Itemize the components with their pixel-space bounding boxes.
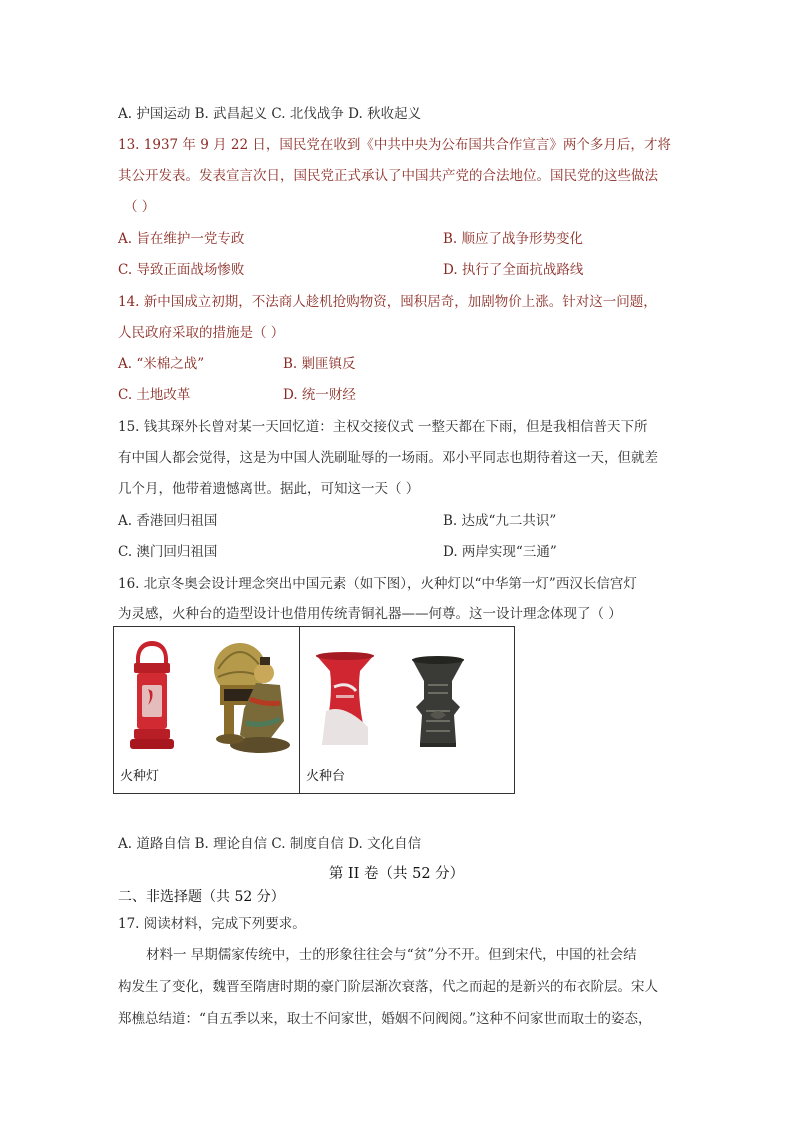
q15-option-c: C. 澳门回归祖国 [118,544,218,560]
flame-lamp-image [122,637,182,757]
q15-stem-line1: 15. 钱其琛外长曾对某一天回忆道：主权交接仪式 一整天都在下雨，但是我相信普天下所 [118,419,648,435]
q13-blank: （ ） [124,199,156,215]
q15-option-b: B. 达成“九二共识” [443,513,557,529]
q14-stem-line1: 14. 新中国成立初期，不法商人趁机抢购物资，囤积居奇，加剧物价上涨。针对这一问题， [118,294,657,310]
q17-material1-line1: 材料一 早期儒家传统中，士的形象往往会与“贫”分不开。但到宋代，中国的社会结 [146,947,637,963]
q14-option-d: D. 统一财经 [283,387,356,403]
q16-stem-line1: 16. 北京冬奥会设计理念突出中国元素（如下图），火种灯以“中华第一灯”西汉长信宫灯 [118,576,637,592]
q15-option-d: D. 两岸实现“三通” [443,544,557,560]
torch-stand-cell [300,627,514,793]
q13-option-c: C. 导致正面战场惨败 [118,262,245,278]
part2-title: 第 II 卷（共 52 分） [328,866,465,882]
q16-figure-table [113,626,515,794]
torch-lamp-cell [114,627,300,793]
q14-option-b: B. 剿匪镇反 [283,356,356,372]
q16-options: A. 道路自信 B. 理论自信 C. 制度自信 D. 文化自信 [118,836,422,852]
q17-stem: 17. 阅读材料，完成下列要求。 [118,916,306,932]
q17-material1-line3: 郑樵总结道：“自五季以来，取士不问家世，婚姻不问阀阅。”这种不问家世而取士的姿态， [118,1011,652,1027]
torch-lamp-caption: 火种灯 [120,769,160,784]
q17-material1-line2: 构发生了变化，魏晋至隋唐时期的豪门阶层渐次衰落，代之而起的是新兴的布衣阶层。宋人 [118,979,658,995]
torch-stand-image [314,651,376,751]
q12-options: A. 护国运动 B. 武昌起义 C. 北伐战争 D. 秋收起义 [118,106,422,122]
q14-option-a: A. “米棉之战” [118,356,205,372]
q13-option-d: D. 执行了全面抗战路线 [443,262,584,278]
q15-option-a: A. 香港回归祖国 [118,513,218,529]
q13-stem-line2: 其公开发表。发表宣言次日，国民党正式承认了中国共产党的合法地位。国民党的这些做法 [118,168,658,184]
torch-stand-caption: 火种台 [306,769,346,784]
q13-stem-line1: 13. 1937 年 9 月 22 日，国民党在收到《中共中央为公布国共合作宣言》两个多月后，才将 [118,137,671,153]
q15-stem-line3: 几个月，他带着遗憾离世。据此，可知这一天（ ） [118,481,420,497]
changxin-palace-lamp-image [200,639,292,757]
bronze-hezun-image [408,655,468,751]
q13-option-a: A. 旨在维护一党专政 [118,231,245,247]
q16-stem-line2: 为灵感，火种台的造型设计也借用传统青铜礼器——何尊。这一设计理念体现了（ ） [118,606,622,622]
q15-stem-line2: 有中国人都会觉得，这是为中国人洗刷耻辱的一场雨。邓小平同志也期待着这一天，但就差 [118,450,658,466]
q14-option-c: C. 土地改革 [118,387,191,403]
q13-option-b: B. 顺应了战争形势变化 [443,231,584,247]
q14-stem-line2: 人民政府采取的措施是（ ） [118,325,285,341]
section2-heading: 二、非选择题（共 52 分） [118,889,285,905]
